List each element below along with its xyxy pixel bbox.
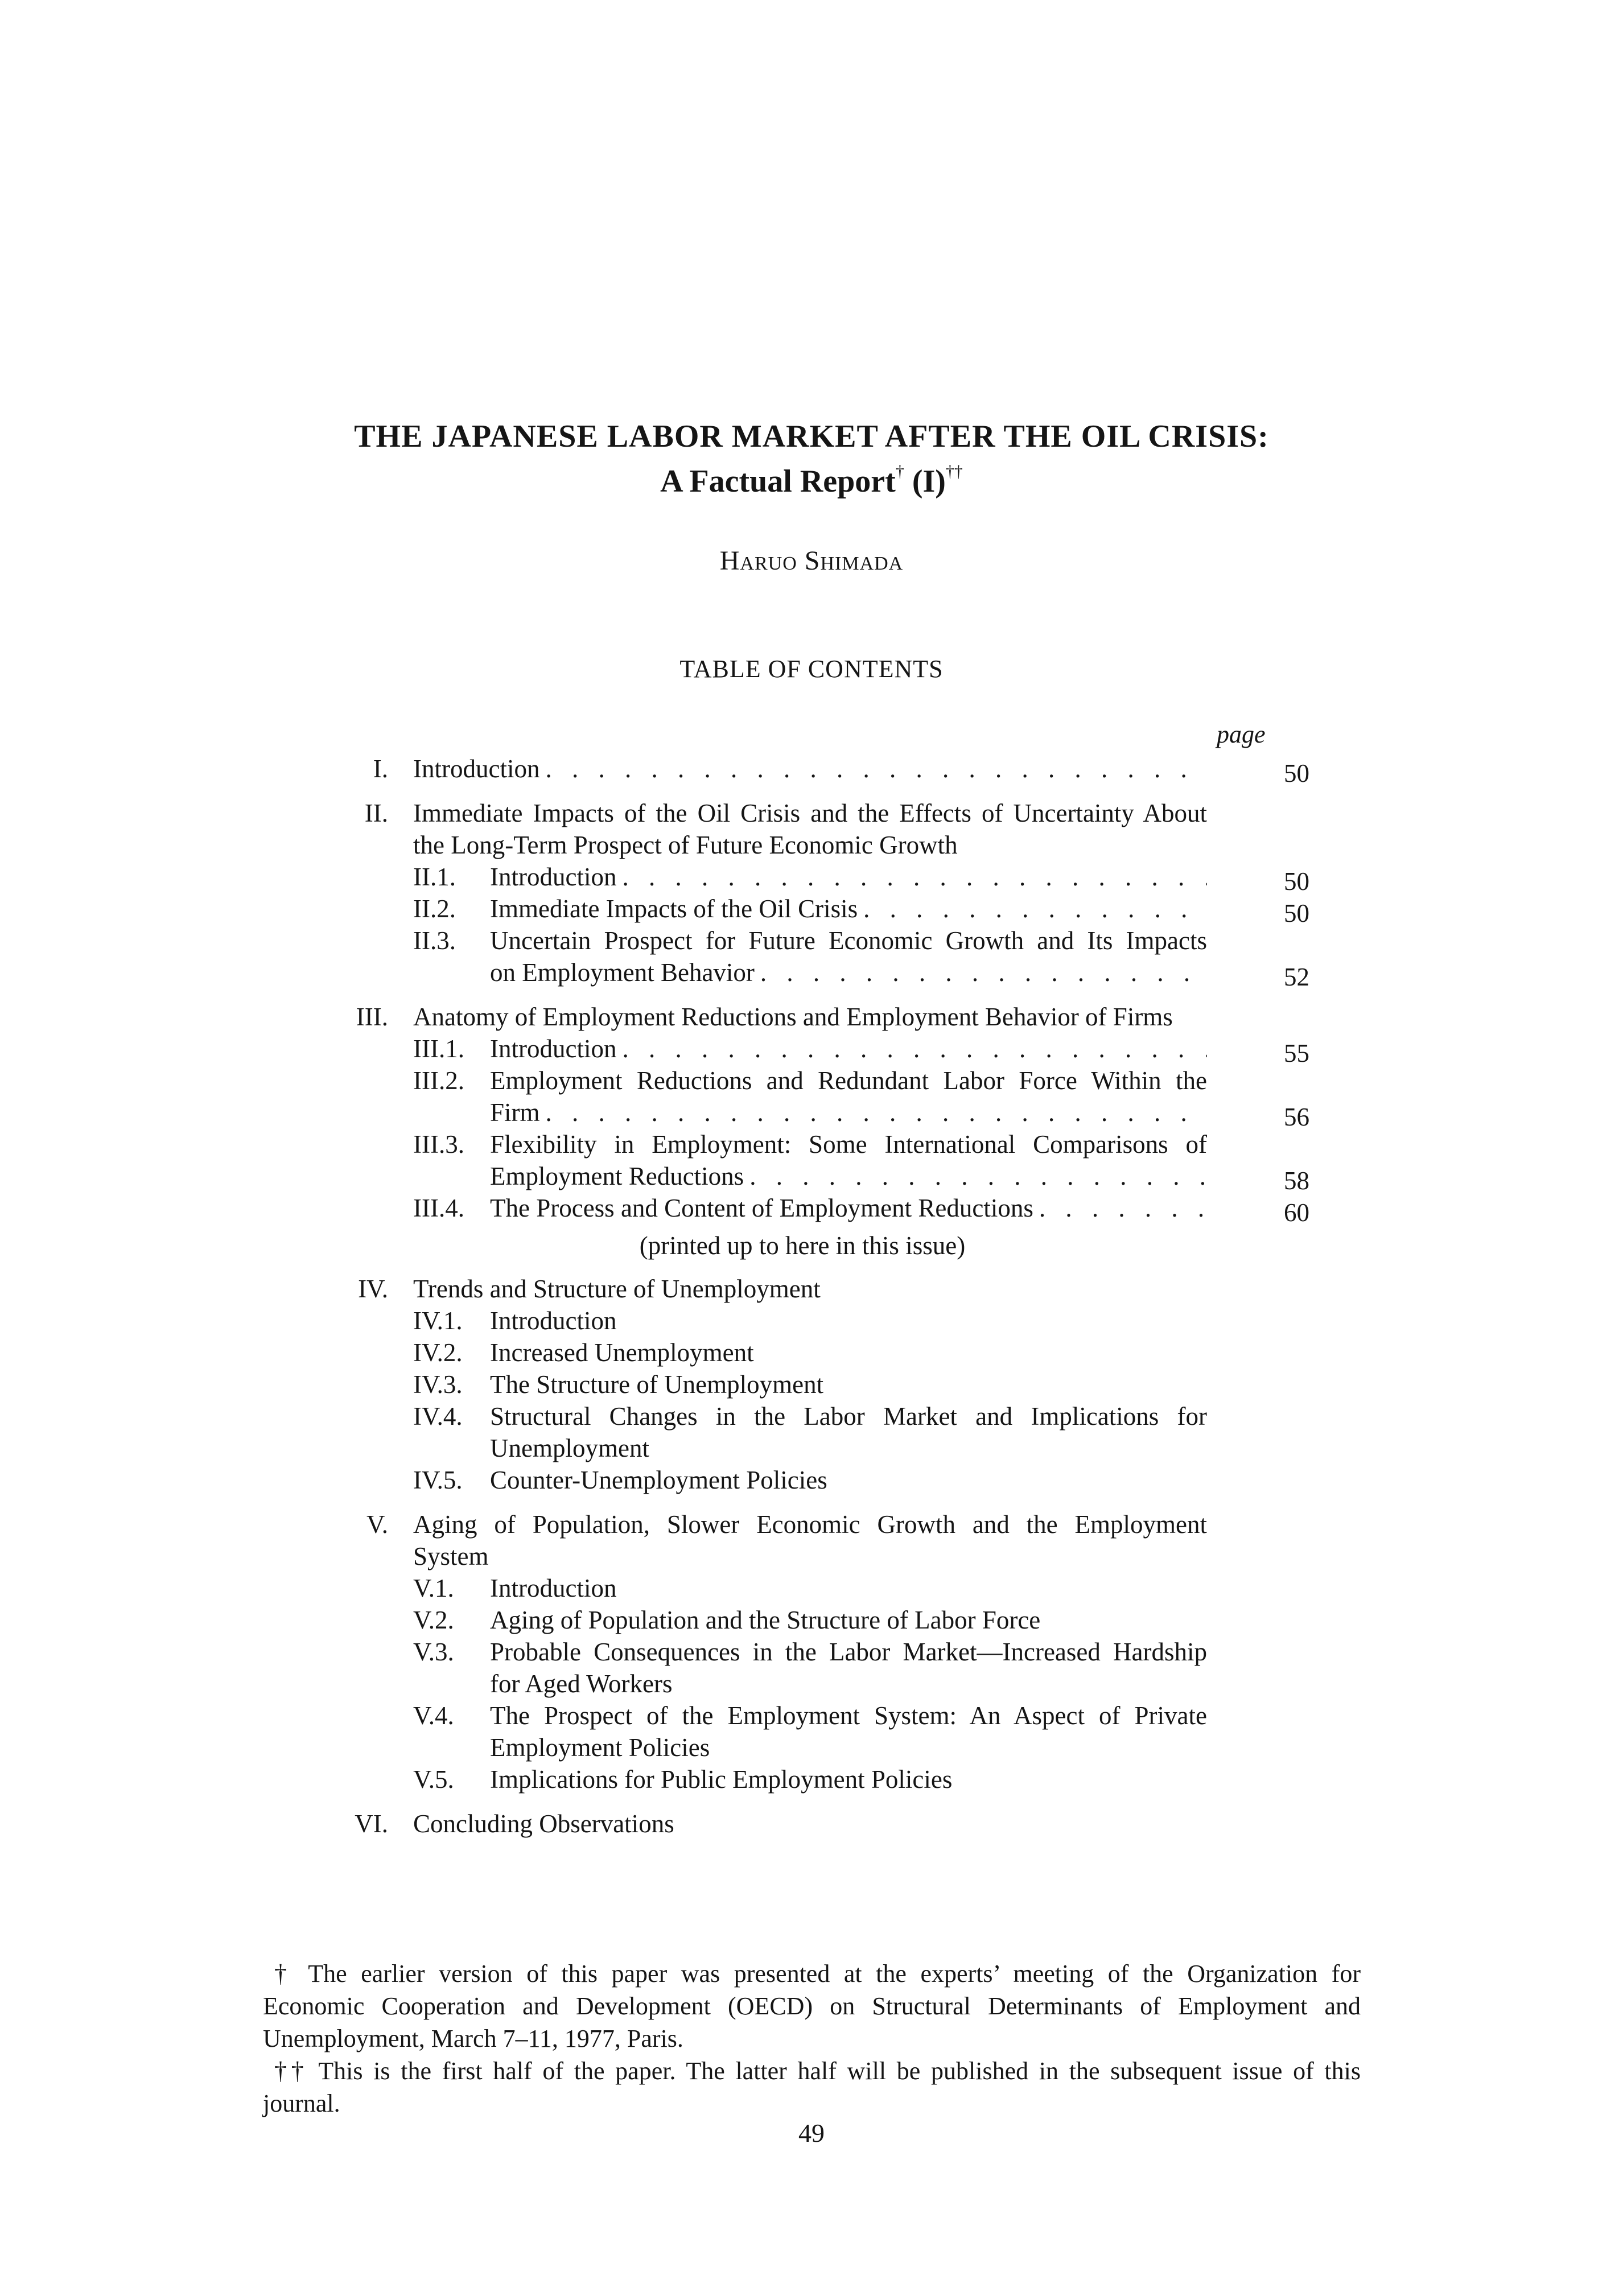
toc-page-number: 56 xyxy=(1284,1103,1309,1131)
dot-leader xyxy=(622,1033,1207,1065)
section-body xyxy=(413,753,1309,788)
subsection-title xyxy=(490,1065,1309,1131)
footnotes xyxy=(263,1957,1361,2120)
toc-subsection xyxy=(413,1763,1207,1795)
footnote-line: journal. xyxy=(263,2089,340,2117)
toc-entry-line: System xyxy=(413,1542,489,1570)
toc-entry-text: Introduction xyxy=(490,1034,617,1063)
subsection-number: V.3. xyxy=(413,1638,454,1666)
section-title xyxy=(413,1808,1207,1840)
toc-subsection xyxy=(413,1065,1309,1131)
toc-subsection xyxy=(413,893,1309,928)
toc-entry-last-line xyxy=(490,957,1207,988)
section-number: II. xyxy=(364,799,388,827)
toc-section xyxy=(341,1001,1309,1227)
toc-section-heading xyxy=(341,797,1309,991)
subsection-number: II.1. xyxy=(413,863,456,891)
toc-entry-line: Aging of Population and the Structure of Labor Force xyxy=(490,1606,1041,1634)
toc-entry-last-line xyxy=(490,1160,1207,1192)
toc-section-heading xyxy=(341,1001,1309,1227)
section-number: V. xyxy=(366,1510,388,1539)
dot-leader xyxy=(863,893,1207,925)
toc-section xyxy=(341,753,1309,788)
toc-subsection xyxy=(413,1604,1207,1636)
toc-entry-text: on Employment Behavior xyxy=(490,958,755,987)
toc-entry-line: Immediate Impacts of the Oil Crisis and the Effects of Uncertainty About xyxy=(413,799,1207,827)
subsection-number: III.3. xyxy=(413,1130,464,1159)
author-name: Haruo Shimada xyxy=(719,546,904,576)
toc-section xyxy=(341,1273,1263,1496)
toc-entry-line: Implications for Public Employment Policies xyxy=(490,1765,953,1794)
section-title xyxy=(413,1508,1207,1572)
table-of-contents xyxy=(341,753,1309,1852)
dot-leader xyxy=(1039,1192,1207,1224)
toc-entry-text: Firm xyxy=(490,1098,540,1127)
toc-page-number: 50 xyxy=(1284,867,1309,896)
toc-subsection xyxy=(413,925,1309,991)
section-body xyxy=(413,1808,1207,1840)
toc-subsection xyxy=(413,1700,1207,1763)
toc-entry-line: Structural Changes in the Labor Market and Implications for xyxy=(490,1402,1207,1431)
subsection-number: III.4. xyxy=(413,1194,464,1222)
footnote-mark-double-dagger: †† xyxy=(945,462,963,481)
toc-section-heading xyxy=(341,1508,1263,1795)
subsection-number: V.5. xyxy=(413,1765,454,1794)
subsection-number: III.2. xyxy=(413,1066,464,1095)
toc-entry-line: The Structure of Unemployment xyxy=(490,1370,824,1399)
subsection-title xyxy=(490,1192,1309,1227)
subsection-number: IV.3. xyxy=(413,1370,463,1399)
toc-entry-line: The Prospect of the Employment System: An Aspect of Private xyxy=(490,1701,1207,1730)
toc-entry-text: Immediate Impacts of the Oil Crisis xyxy=(490,895,858,923)
subsection-title xyxy=(490,861,1309,896)
section-body xyxy=(413,797,1309,991)
subsection-number: II.2. xyxy=(413,895,456,923)
toc-heading: TABLE OF CONTENTS xyxy=(679,655,944,683)
section-number: III. xyxy=(356,1003,388,1031)
toc-entry-last-line xyxy=(490,1097,1207,1128)
section-body xyxy=(413,1001,1309,1227)
section-number: IV. xyxy=(358,1275,388,1303)
toc-subsection xyxy=(413,1305,1207,1337)
toc-entry-line: the Long-Term Prospect of Future Economic Growth xyxy=(413,831,958,859)
toc-subsection xyxy=(413,1033,1309,1067)
section-title xyxy=(413,753,1309,788)
toc-entry-line: Uncertain Prospect for Future Economic Growth and Its Impacts xyxy=(490,926,1207,955)
section-body xyxy=(413,1508,1207,1795)
toc-page-number: 50 xyxy=(1284,759,1309,788)
subsection-number: II.3. xyxy=(413,926,456,955)
toc-entry-line: Introduction xyxy=(490,1306,617,1335)
subsection-number: IV.1. xyxy=(413,1306,463,1335)
toc-page-number: 50 xyxy=(1284,899,1309,928)
subsection-title xyxy=(490,893,1309,928)
toc-entry-line: Probable Consequences in the Labor Market—Increased Hardship xyxy=(490,1638,1207,1666)
toc-section-heading xyxy=(341,1273,1263,1496)
toc-entry-last-line xyxy=(413,753,1207,785)
footnote-line: † The earlier version of this paper was presented at the experts’ meeting of the Organization for xyxy=(274,1960,1361,1988)
subsection-title xyxy=(490,1604,1207,1636)
subsection-number: V.4. xyxy=(413,1701,454,1730)
footnote xyxy=(263,2055,1361,2120)
toc-entry-text: Introduction xyxy=(413,755,540,783)
toc-page-number: 58 xyxy=(1284,1166,1309,1195)
toc-entry-text: Introduction xyxy=(490,863,617,891)
toc-entry-text: Employment Reductions xyxy=(490,1162,744,1190)
toc-entry-line: Anatomy of Employment Reductions and Employment Behavior of Firms xyxy=(413,1003,1173,1031)
subsection-title xyxy=(490,1033,1309,1067)
toc-section xyxy=(341,797,1309,991)
dot-leader xyxy=(749,1160,1207,1192)
toc-entry-line: for Aged Workers xyxy=(490,1670,673,1698)
page-column-label: page xyxy=(1217,720,1266,748)
toc-subsection xyxy=(413,1337,1207,1368)
subsection-title xyxy=(490,1368,1207,1400)
article-title: THE JAPANESE LABOR MARKET AFTER THE OIL CRISIS: xyxy=(354,419,1269,454)
dot-leader xyxy=(622,861,1207,893)
toc-entry-line: Concluding Observations xyxy=(413,1809,674,1838)
toc-subsection xyxy=(413,1572,1207,1604)
section-number: I. xyxy=(373,755,388,783)
toc-section-heading xyxy=(341,753,1309,788)
subsection-number: V.2. xyxy=(413,1606,454,1634)
subsection-title xyxy=(490,1305,1207,1337)
subsection-title xyxy=(490,1636,1207,1700)
dot-leader xyxy=(546,1097,1207,1128)
footnote xyxy=(263,1957,1361,2055)
toc-subsection xyxy=(413,1636,1207,1700)
toc-entry-last-line xyxy=(490,1192,1207,1224)
toc-entry-text: The Process and Content of Employment Reductions xyxy=(490,1194,1033,1222)
toc-subsection xyxy=(413,1128,1309,1195)
toc-section xyxy=(341,1808,1263,1840)
section-body xyxy=(413,1273,1207,1496)
toc-entry-last-line xyxy=(490,893,1207,925)
page-number: 49 xyxy=(798,2118,825,2147)
toc-subsection xyxy=(413,1192,1309,1227)
subsection-title xyxy=(490,1128,1309,1195)
toc-page-number: 52 xyxy=(1284,963,1309,991)
section-title xyxy=(413,1273,1207,1305)
subsection-title xyxy=(490,1337,1207,1368)
toc-entry-line: Increased Unemployment xyxy=(490,1338,754,1367)
subsection-title xyxy=(490,1763,1207,1795)
toc-subsection xyxy=(413,1464,1207,1496)
toc-entry-line: Counter-Unemployment Policies xyxy=(490,1466,827,1494)
section-number: VI. xyxy=(355,1809,388,1838)
subtitle-text: A Factual Report xyxy=(660,464,896,499)
toc-entry-line: Aging of Population, Slower Economic Growth and the Employment xyxy=(413,1510,1207,1539)
toc-subsection xyxy=(413,861,1309,896)
toc-subsection xyxy=(413,1368,1207,1400)
subsection-title xyxy=(490,1464,1207,1496)
section-title xyxy=(413,797,1207,861)
toc-entry-line: Introduction xyxy=(490,1574,617,1602)
subsection-title xyxy=(490,925,1309,991)
toc-section-heading xyxy=(341,1808,1263,1840)
article-subtitle xyxy=(0,462,1623,500)
toc-section xyxy=(341,1508,1263,1795)
subsection-number: IV.2. xyxy=(413,1338,463,1367)
subsection-number: IV.5. xyxy=(413,1466,463,1494)
subsection-number: V.1. xyxy=(413,1574,454,1602)
subsection-title xyxy=(490,1572,1207,1604)
subsection-title xyxy=(490,1400,1207,1464)
toc-entry-last-line xyxy=(490,1033,1207,1065)
subsection-title xyxy=(490,1700,1207,1763)
footnote-line: Unemployment, March 7–11, 1977, Paris. xyxy=(263,2025,683,2052)
dot-leader xyxy=(760,957,1207,988)
subsection-number: III.1. xyxy=(413,1034,464,1063)
footnote-line: †† This is the first half of the paper. The latter half will be published in the subsequent issue of this xyxy=(274,2057,1361,2085)
part-number: (I) xyxy=(912,464,946,499)
toc-entry-line: Flexibility in Employment: Some International Comparisons of xyxy=(490,1130,1207,1159)
dot-leader xyxy=(545,753,1207,785)
toc-entry-last-line xyxy=(490,861,1207,893)
toc-entry-line: Employment Reductions and Redundant Labor Force Within the xyxy=(490,1066,1207,1095)
subsection-number: IV.4. xyxy=(413,1402,463,1431)
toc-subsection xyxy=(413,1400,1207,1464)
toc-page-number: 60 xyxy=(1284,1198,1309,1227)
printed-note: (printed up to here in this issue) xyxy=(639,1231,966,1260)
toc-entry-line: Unemployment xyxy=(490,1434,649,1462)
footnote-mark-dagger: † xyxy=(895,462,904,481)
toc-entry-line: Trends and Structure of Unemployment xyxy=(413,1275,821,1303)
toc-entry-line: Employment Policies xyxy=(490,1733,710,1762)
section-title xyxy=(413,1001,1207,1033)
footnote-line: Economic Cooperation and Development (OECD) on Structural Determinants of Employment and xyxy=(263,1992,1361,2020)
toc-page-number: 55 xyxy=(1284,1039,1309,1067)
